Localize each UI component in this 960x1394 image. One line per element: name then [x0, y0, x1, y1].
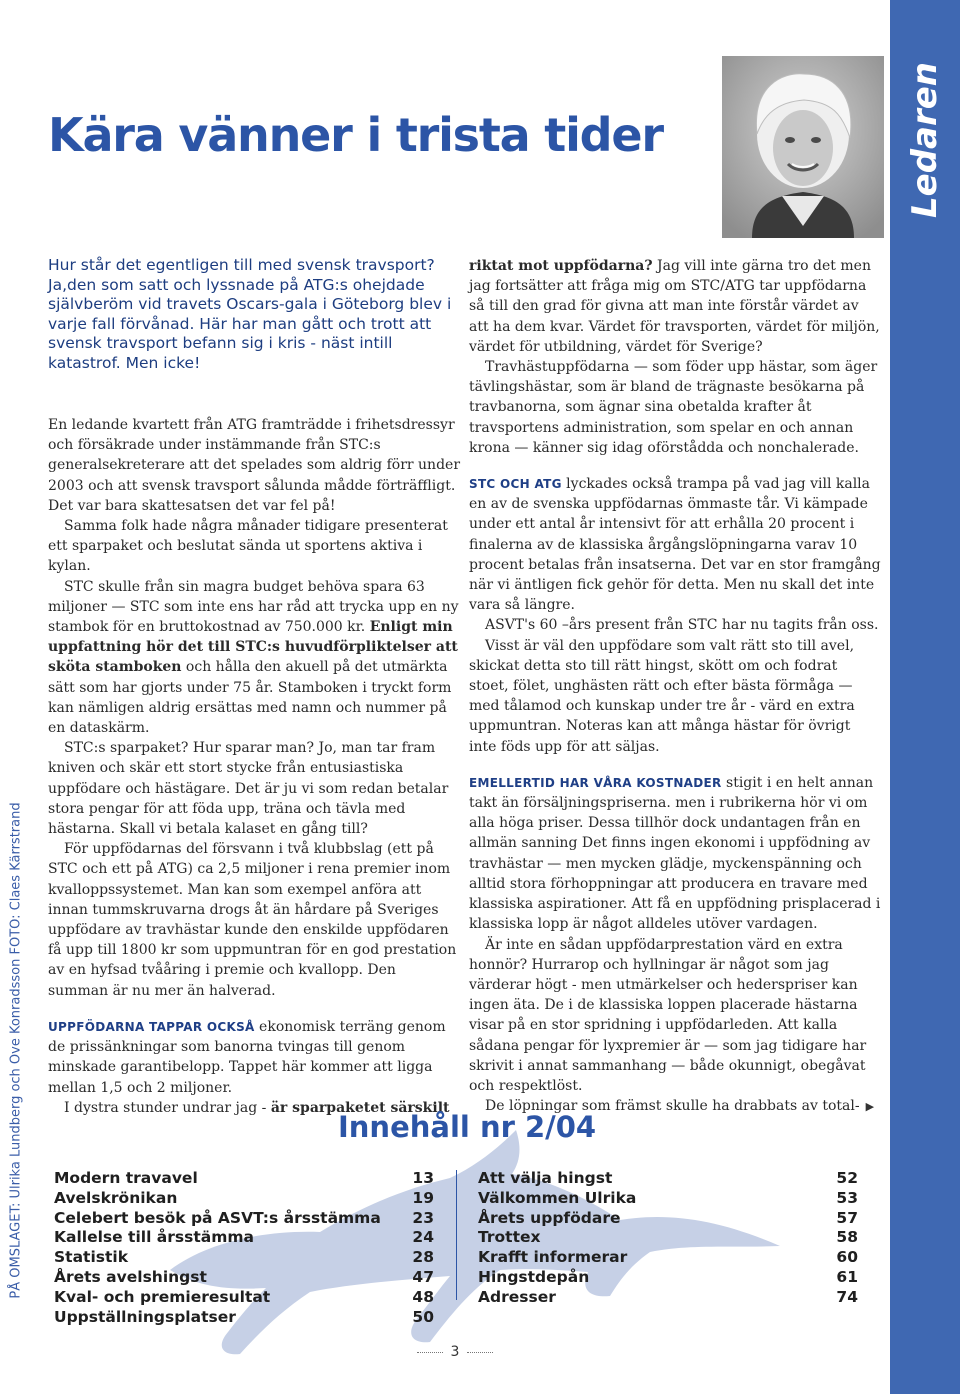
- toc-entry-label: Välkommen Ulrika: [478, 1188, 637, 1207]
- toc-entry[interactable]: [478, 1248, 858, 1268]
- page-number-footer: [400, 1344, 510, 1360]
- body-column-right: [469, 256, 881, 1117]
- toc-entry[interactable]: [54, 1308, 434, 1328]
- paragraph: STC OCH ATG lyckades också trampa på vad jag vill kalla en av de svenska uppfödarnas ömmaste tår. Vi kämpade under ett antal år intensivt för att erhålla 20 procent i finalerna av de klassiska årgångslöpningarna varav 10 procent betalas från insatserna. Det var en stor framgång när vi äntligen fick gehör för detta. Men nu skall det inte vara så längre.: [469, 476, 881, 614]
- toc-entry-page: 19: [412, 1188, 434, 1207]
- toc-entry-page: 47: [412, 1267, 434, 1286]
- toc-entry-page: 53: [836, 1188, 858, 1207]
- toc-list-left: [54, 1169, 434, 1327]
- headline: Kära vänner i trista tider: [48, 108, 663, 162]
- toc-entry-label: Kallelse till årsstämma: [54, 1228, 254, 1247]
- emphasis: riktat mot uppfödarna?: [469, 258, 653, 274]
- toc-divider: [456, 1170, 457, 1300]
- toc-entry-label: Kval- och premieresultat: [54, 1287, 271, 1306]
- paragraph: Samma folk hade några månader tidigare presenterat ett sparpaket och beslutat sända ut sportens aktiva i kylan.: [48, 518, 448, 575]
- toc-entry-label: Uppställningsplatser: [54, 1307, 236, 1326]
- toc-entry-page: 50: [412, 1307, 434, 1326]
- toc-entry[interactable]: [478, 1169, 858, 1189]
- toc-entry-label: Adresser: [478, 1287, 556, 1306]
- toc-entry[interactable]: [478, 1189, 858, 1209]
- toc-entry-page: 28: [412, 1248, 434, 1267]
- toc-entry-label: Trottex: [478, 1228, 541, 1247]
- paragraph: För uppfödarnas del försvann i två klubbslag (ett på STC och ett på ATG) ca 2,5 miljoner i rena premier inom kvalloppssystemet. Man kan som exempel anföra att innan tummskruvarna drogs åt än hårdare på Sveriges uppfödare av travhästar kunde den enskilde uppfödaren få upp till 1800 kr som uppmuntran för en god prestation av en hyfsad tvååring i premie och kvallopp. Den summan är nu mer än halverad.: [48, 841, 457, 999]
- toc-entry[interactable]: [478, 1268, 858, 1288]
- portrait-photo-icon: [722, 56, 884, 238]
- paragraph: ASVT's 60 –års present från STC har nu tagits från oss.: [485, 617, 879, 634]
- toc-entry[interactable]: [478, 1209, 858, 1229]
- toc-entry-label: Celebert besök på ASVT:s årsstämma: [54, 1208, 381, 1227]
- toc-entry-page: 52: [836, 1169, 858, 1187]
- emphasis: Enligt min uppfattning hör det till STC:s huvudförpliktelser att sköta stamboken: [48, 619, 458, 676]
- author-portrait: [722, 56, 884, 238]
- toc-entry-label: Krafft informerar: [478, 1248, 628, 1267]
- toc-title: Innehåll nr 2/04: [338, 1110, 597, 1144]
- toc-entry-label: Att välja hingst: [478, 1169, 613, 1187]
- paragraph: En ledande kvartett från ATG framträdde i frihetsdressyr och försäkrade under instämmande från STC:s generalsekreterare att det spelades som aldrig förr under 2003 och att svensk travsport sålunda mådde förträffligt. Det var bara skattesatsen det var fel på!: [48, 417, 461, 514]
- paragraph: De löpningar som främst skulle ha drabbats av total- ▶: [485, 1098, 875, 1115]
- toc-entry[interactable]: [54, 1248, 434, 1268]
- toc-entry-label: Statistik: [54, 1248, 129, 1267]
- paragraph: EMELLERTID HAR VÅRA KOSTNADER stigit i en helt annan takt än försäljningspriserna. men i rubrikerna hör vi om alla höga priser. Dessa tillhör dock undantagen från en allmän sanning Det finns ingen ekonomi i uppfödning av travhästar — men mycken glädje, myckenspänning och alltid stora förhoppningar att producera en travare med klassiska aspirationer. Att få en uppfödning prisplacerad i klassiska lopp är något alldeles utöver vardagen.: [469, 774, 881, 933]
- toc-entry-label: Årets avelshingst: [54, 1267, 207, 1286]
- paragraph: STC skulle från sin magra budget behöva spara 63 miljoner — STC som inte ens har råd att trycka upp en ny stambok för en bruttokostnad av 750.000 kr. Enligt min uppfattning hör det till STC:s huvudförpliktelser att sköta stamboken och hålla den akuell på det utmärkta sätt som har gjorts under 75 år. Stamboken i tryckt form kan nämligen aldrig ersättas med namn och nummer på en dataskärm.: [48, 578, 459, 737]
- toc-entry[interactable]: [54, 1268, 434, 1288]
- emphasis: är sparpaketet särskilt: [270, 1099, 450, 1116]
- lead-paragraph: Hur står det egentligen till med svensk travsport? Ja,den som satt och lyssnade på ATG:s ohejdade självberöm vid travets Oscars-gala i Göteborg blev i varje fall förvånad. Här har man gått och trott att svensk travsport befann sig i kris - näst intill katastrof. Men icke!: [48, 256, 452, 372]
- section-label: Ledaren: [905, 61, 946, 219]
- toc-entry[interactable]: [54, 1169, 434, 1189]
- paragraph: riktat mot uppfödarna? Jag vill inte gärna tro det men jag fortsätter att fråga mig om STC/ATG tar uppfödarna så till den grad för givna att man inte förstår värdet av att ha dem kvar. Värdet för travsporten, värdet för miljön, värdet för utbildning, värdet för Sverige?: [469, 258, 880, 355]
- toc-entry-page: 61: [836, 1267, 858, 1286]
- toc-entry-label: Årets uppfödare: [478, 1208, 621, 1227]
- paragraph: Visst är väl den uppfödare som valt rätt sto till avel, skickat detta sto till rätt hingst, skött om och fodrat stoet, fölet, unghästen rätt och efter bästa förmåga — med tålamod och kunskap under tre år - värd en extra uppmuntran. Noteras kan att många hästar för övrigt inte föds upp för att säljas.: [469, 637, 855, 755]
- page-number: 3: [450, 1344, 460, 1360]
- toc-entry-label: Modern travavel: [54, 1169, 198, 1187]
- paragraph: UPPFÖDARNA TAPPAR OCKSÅ ekonomisk terräng genom de prissänkningar som banorna tvingas till genom minskade garantibelopp. Tappet här kommer att ligga mellan 1,5 och 2 miljoner.: [48, 1018, 446, 1096]
- toc-entry[interactable]: [54, 1189, 434, 1209]
- continue-arrow-icon: ▶: [865, 1100, 875, 1114]
- paragraph: I dystra stunder undrar jag - är sparpaketet särskilt: [64, 1099, 450, 1116]
- toc-entry-page: 24: [412, 1228, 434, 1247]
- toc-entry-page: 48: [412, 1287, 434, 1306]
- run-in-heading: EMELLERTID HAR VÅRA KOSTNADER: [469, 775, 722, 790]
- paragraph: STC:s sparpaket? Hur sparar man? Jo, man tar fram kniven och skär ett stort stycke från entusiastiska uppfödare och hästägare. Det är ju vi som redan betalar stora pengar för att föda upp, träna och tävla med hästarna. Skall vi betala kalaset en gång till?: [48, 740, 449, 838]
- toc-entry-page: 74: [836, 1287, 858, 1306]
- paragraph: Travhästuppfödarna — som föder upp hästar, som äger tävlingshästar, som är bland de trägnaste besökarna på travbanorna, som ägnar sina obetalda krafter åt travsportens administration, som spelar en och annan krona — känner sig idag oförstådda och nonchalerade.: [469, 359, 878, 456]
- paragraph: Är inte en sådan uppfödarprestation värd en extra honnör? Hurrarop och hyllningar är något som jag värderar högt - men utmärkelser och hederspriser kan ingen äta. De i de klassiska loppen placerade hästarna visar på en stor spridning i uppfödarleden. Att kalla sådana pengar för lyxpremier är — som jag tidigare har skrivit i annat sammanhang — både okunnigt, obegåvat och respektlöst.: [469, 936, 867, 1094]
- toc-entry[interactable]: [54, 1288, 434, 1308]
- toc-entry-label: Hingstdepån: [478, 1267, 590, 1286]
- toc-entry[interactable]: [54, 1209, 434, 1229]
- body-column-left: [48, 415, 460, 1118]
- section-strip: [890, 0, 960, 1394]
- toc-entry[interactable]: [478, 1288, 858, 1308]
- photo-credit: PÅ OMSLAGET: Ulrika Lundberg och Ove Konradsson FOTO: Claes Kärrstrand: [8, 801, 24, 1299]
- toc-entry[interactable]: [54, 1228, 434, 1248]
- toc-entry-page: 60: [836, 1248, 858, 1267]
- toc-entry-page: 57: [836, 1208, 858, 1227]
- toc-entry-label: Avelskrönikan: [54, 1188, 178, 1207]
- toc-entry[interactable]: [478, 1228, 858, 1248]
- run-in-heading: STC OCH ATG: [469, 477, 562, 492]
- toc-list-right: [478, 1169, 858, 1308]
- toc-entry-page: 23: [412, 1208, 434, 1227]
- toc-entry-page: 13: [412, 1169, 434, 1187]
- toc-entry-page: 58: [836, 1228, 858, 1247]
- run-in-heading: UPPFÖDARNA TAPPAR OCKSÅ: [48, 1019, 255, 1034]
